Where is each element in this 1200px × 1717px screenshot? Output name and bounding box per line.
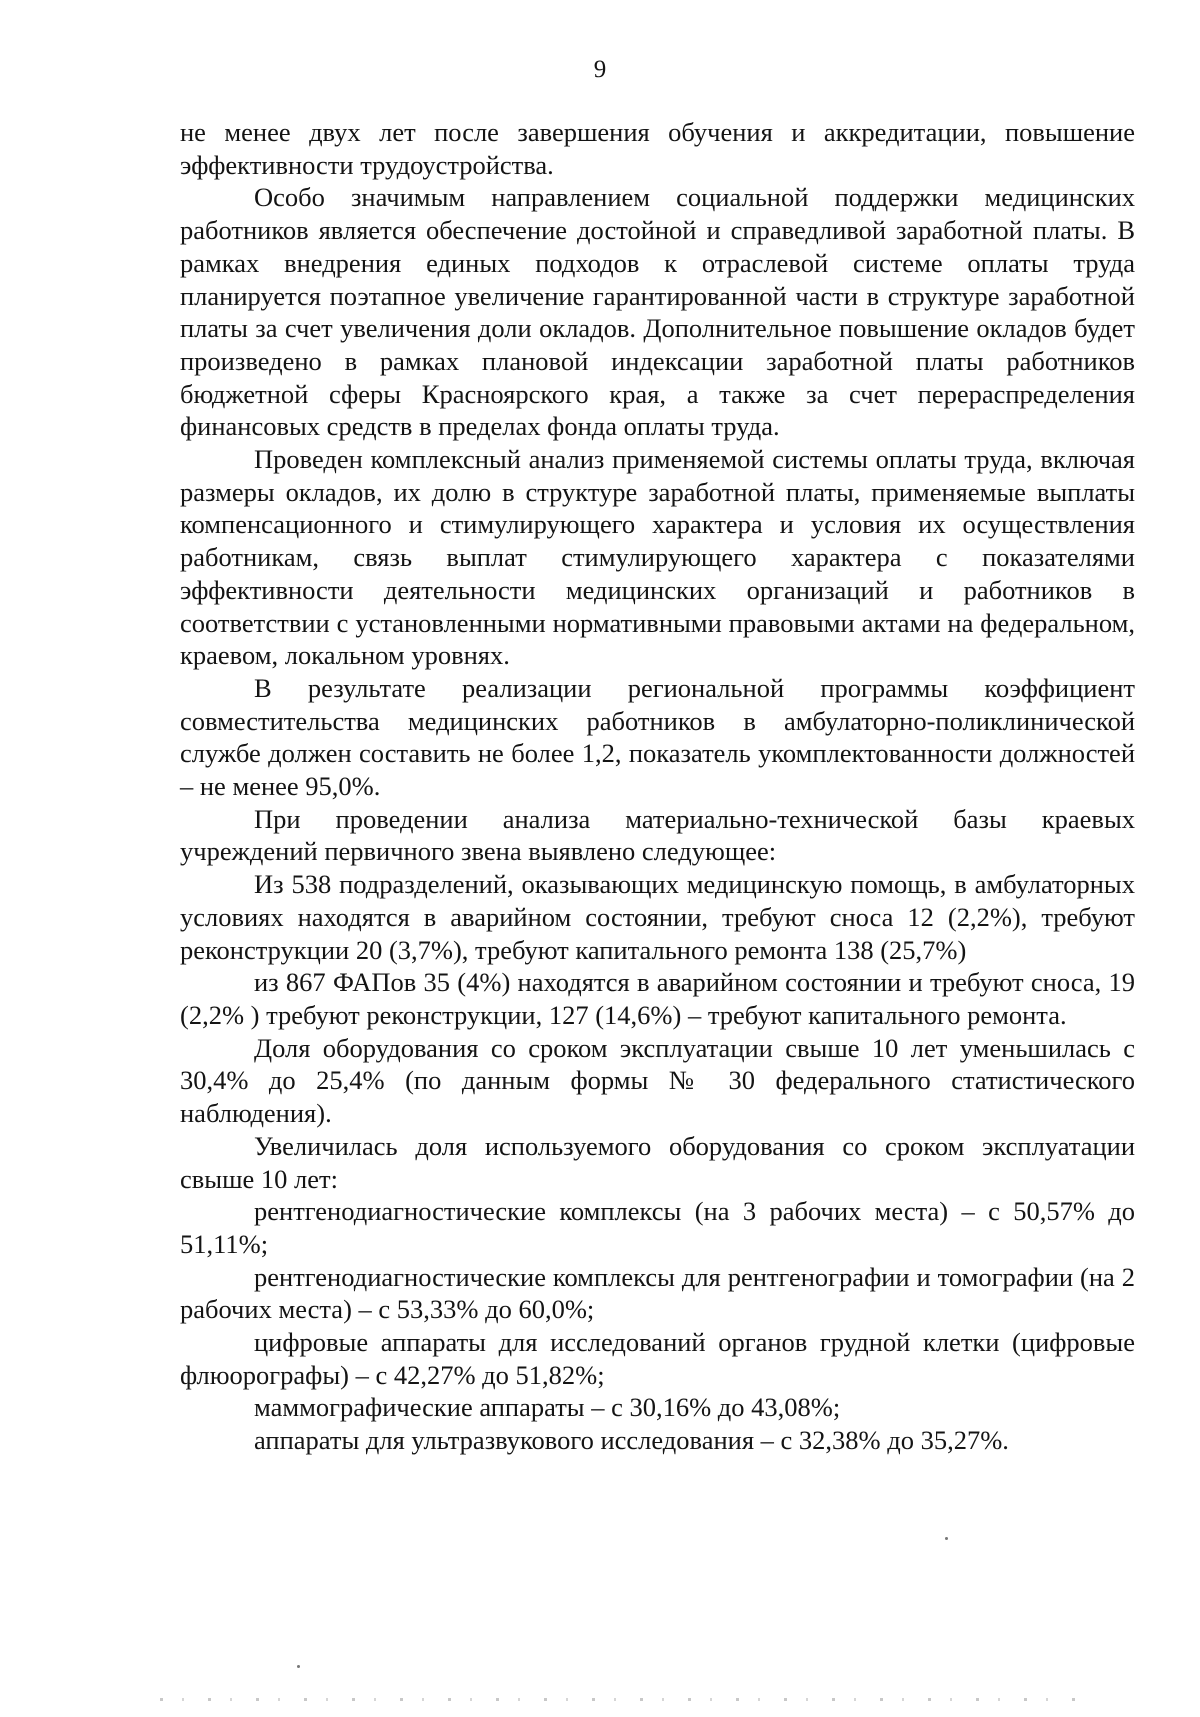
list-item-xray-3: рентгенодиагностические комплексы (на 3 рабочих места) – с 50,57% до 51,11%;: [180, 1196, 1135, 1259]
list-item-mammography: маммографические аппараты – с 30,16% до 43,08%;: [254, 1392, 841, 1423]
paragraph-program-results: В результате реализации региональной программы коэффициент совместительства медицинских работников в амбулаторно-поликлинической службе должен составить не более 1,2, показатель укомплектованности должностей – не менее 95,0%.: [180, 672, 1135, 802]
scan-speck: [297, 1665, 300, 1668]
list-item-xray-2: рентгенодиагностические комплексы для рентгенографии и томографии (на 2 рабочих места) – с 53,33% до 60,0%;: [180, 1261, 1135, 1325]
scan-speck: [945, 1537, 948, 1540]
scan-artifact-line: [160, 1698, 1080, 1701]
paragraph-equipment-share: Доля оборудования со сроком эксплуатации свыше 10 лет уменьшилась с 30,4% до 25,4% (по данным формы № 30 федерального статистического наблюдения).: [180, 1032, 1135, 1129]
paragraph-material-base: При проведении анализа материально-технической базы краевых учреждений первичного звена выявлено следующее:: [180, 803, 1135, 867]
paragraph-continuation: не менее двух лет после завершения обучения и аккредитации, повышение эффективности трудоустройства.: [180, 117, 1135, 180]
list-item-ultrasound: аппараты для ультразвукового исследования – с 32,38% до 35,27%.: [254, 1425, 1009, 1456]
document-body: [180, 116, 1135, 1457]
paragraph-fap: из 867 ФАПов 35 (4%) находятся в аварийном состоянии и требуют сноса, 19 (2,2% ) требуют реконструкции, 127 (14,6%) – требуют капитального ремонта.: [180, 967, 1135, 1030]
paragraph-analysis: Проведен комплексный анализ применяемой системы оплаты труда, включая размеры окладов, их долю в структуре заработной платы, применяемые выплаты компенсационного и стимулирующего характера и условия их осуществления работникам, связь выплат стимулирующего характера с показателями эффективности деятельности медицинских организаций и работников в соответствии с установленными нормативными правовыми актами на федеральном, краевом, локальном уровнях.: [180, 444, 1135, 671]
paragraph-equipment-increase: Увеличилась доля используемого оборудования со сроком эксплуатации свыше 10 лет:: [180, 1130, 1135, 1194]
page-number: 9: [593, 56, 607, 83]
list-item-fluorographs: цифровые аппараты для исследований органов грудной клетки (цифровые флюорографы) – с 42,27% до 51,82%;: [180, 1327, 1135, 1390]
paragraph-salary: Особо значимым направлением социальной поддержки медицинских работников является обеспечение достойной и справедливой заработной платы. В рамках внедрения единых подходов к отраслевой системе оплаты труда планируется поэтапное увеличение гарантированной части в структуре заработной платы за счет увеличения доли окладов. Дополнительное повышение окладов будет произведено в рамках плановой индексации заработной платы работников бюджетной сферы Красноярского края, а также за счет перераспределения финансовых средств в пределах фонда оплаты труда.: [180, 182, 1135, 442]
paragraph-subdivisions: Из 538 подразделений, оказывающих медицинскую помощь, в амбулаторных условиях находятся в аварийном состоянии, требуют сноса 12 (2,2%), требуют реконструкции 20 (3,7%), требуют капитального ремонта 138 (25,7%): [180, 869, 1135, 965]
